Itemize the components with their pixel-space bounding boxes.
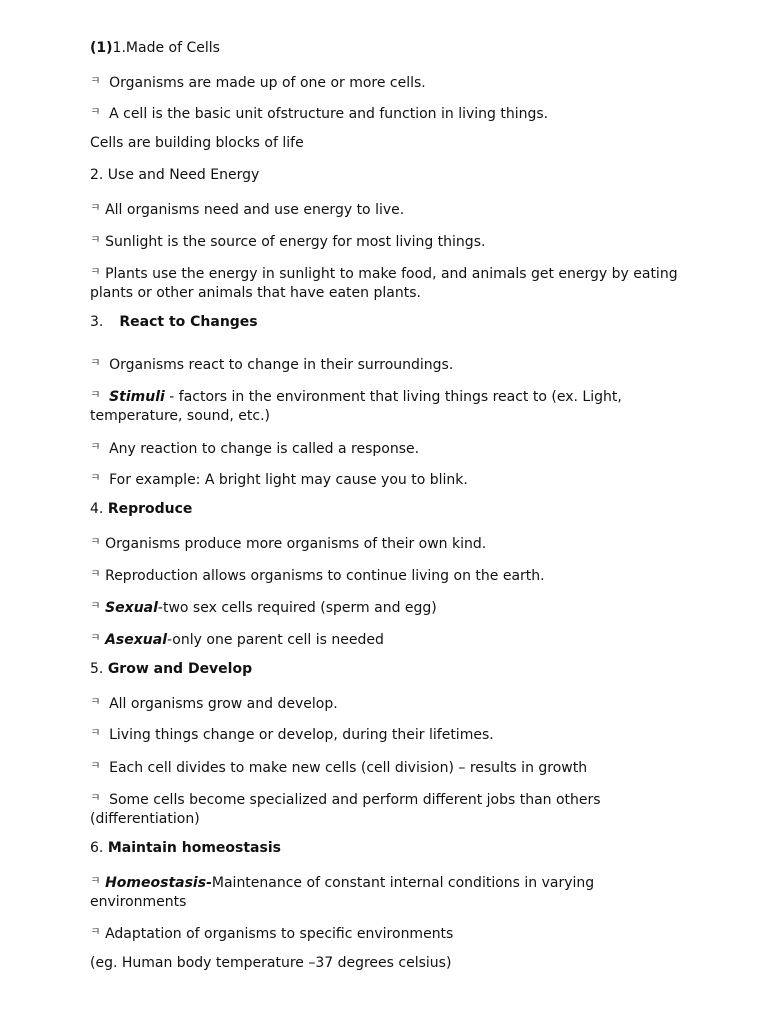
section-6-number: 6. <box>90 840 108 856</box>
section-5-number: 5. <box>90 661 108 677</box>
section-6-heading <box>90 839 690 858</box>
section-4-title: Reproduce <box>107 501 193 517</box>
stimuli-term: Stimuli <box>109 389 165 405</box>
section-3-point-1-text: Organisms react to change in their surroundings. <box>109 357 454 373</box>
bullet-icon: ㅋ <box>90 567 101 580</box>
section-3-point-3 <box>90 437 690 459</box>
section-3-point-1 <box>90 353 690 375</box>
section-5-point-1 <box>90 692 690 714</box>
bullet-icon: ㅋ <box>90 695 101 708</box>
section-5-title: Grow and Develop <box>107 661 253 677</box>
bullet-icon: ㅋ <box>90 535 101 548</box>
bullet-icon: ㅋ <box>90 925 101 938</box>
section-2-point-3-text: Plants use the energy in sunlight to make food, and animals get energy by eating plants or other animals that have eaten plants. <box>90 266 678 301</box>
section-6-title: Maintain homeostasis <box>107 840 281 856</box>
section-3-point-3-text: Any reaction to change is called a response. <box>109 441 420 457</box>
section-5-point-2 <box>90 723 690 745</box>
bullet-icon: ㅋ <box>90 105 101 118</box>
section-4-point-2-text: Reproduction allows organisms to continue living on the earth. <box>105 568 545 584</box>
section-4-point-1 <box>90 532 690 554</box>
bullet-icon: ㅋ <box>90 356 101 369</box>
sexual-term: Sexual <box>105 600 158 616</box>
bullet-icon: ㅋ <box>90 265 101 278</box>
section-4-point-3-text: -two sex cells required (sperm and egg) <box>157 600 437 616</box>
asexual-term: Asexual <box>105 632 167 648</box>
section-2-point-3 <box>90 262 690 303</box>
section-4-number: 4. <box>90 501 108 517</box>
bullet-icon: ㅋ <box>90 791 101 804</box>
section-3-heading <box>90 313 690 332</box>
section-6-point-2-text: Adaptation of organisms to specific environments <box>105 926 454 942</box>
section-6-point-2 <box>90 922 690 944</box>
section-5-point-4-text: Some cells become specialized and perform different jobs than others (differentiation) <box>90 792 601 827</box>
section-5-point-3 <box>90 756 690 778</box>
section-5-point-3-text: Each cell divides to make new cells (cell division) – results in growth <box>109 760 588 776</box>
section-5-heading <box>90 660 690 679</box>
section-3-point-4-text: For example: A bright light may cause you to blink. <box>109 472 468 488</box>
section-1-prefix: (1) <box>90 40 113 56</box>
section-1-point-1 <box>90 71 690 93</box>
section-3-number: 3. <box>90 314 104 330</box>
section-5-point-1-text: All organisms grow and develop. <box>109 696 338 712</box>
section-6-point-1 <box>90 871 690 912</box>
bullet-icon: ㅋ <box>90 874 101 887</box>
bullet-icon: ㅋ <box>90 471 101 484</box>
section-4-point-4 <box>90 628 690 650</box>
section-1-point-3: Cells are building blocks of life <box>90 135 304 151</box>
section-1-point-2 <box>90 102 690 124</box>
section-4-point-2 <box>90 564 690 586</box>
section-2-point-2 <box>90 230 690 252</box>
homeostasis-term: Homeostasis- <box>105 875 212 891</box>
bullet-icon: ㅋ <box>90 726 101 739</box>
section-3-point-2 <box>90 385 690 426</box>
bullet-icon: ㅋ <box>90 599 101 612</box>
section-4-heading <box>90 500 690 519</box>
section-4-point-1-text: Organisms produce more organisms of their own kind. <box>105 536 487 552</box>
section-1-title: 1.Made of Cells <box>112 40 220 56</box>
section-2-point-2-text: Sunlight is the source of energy for most living things. <box>105 234 486 250</box>
section-1-point-1-text: Organisms are made up of one or more cells. <box>109 75 426 91</box>
section-6-point-1-text: Maintenance of constant internal conditions in varying environments <box>90 875 595 910</box>
bullet-icon: ㅋ <box>90 74 101 87</box>
section-3-point-4 <box>90 468 690 490</box>
section-2-heading: 2. Use and Need Energy <box>90 167 260 183</box>
bullet-icon: ㅋ <box>90 631 101 644</box>
section-3-point-2-text: - factors in the environment that living things react to (ex. Light, temperature, sound, etc.) <box>90 389 622 424</box>
bullet-icon: ㅋ <box>90 388 101 401</box>
bullet-icon: ㅋ <box>90 759 101 772</box>
section-5-point-4 <box>90 788 690 829</box>
bullet-icon: ㅋ <box>90 440 101 453</box>
section-4-point-3 <box>90 596 690 618</box>
section-1-heading <box>90 39 690 58</box>
section-1-point-2-text: A cell is the basic unit ofstructure and function in living things. <box>109 106 549 122</box>
bullet-icon: ㅋ <box>90 201 101 214</box>
section-2-point-1-text: All organisms need and use energy to live. <box>105 202 405 218</box>
section-3-title: React to Changes <box>119 314 258 330</box>
section-4-point-4-text: -only one parent cell is needed <box>167 632 384 648</box>
section-5-point-2-text: Living things change or develop, during their lifetimes. <box>109 727 494 743</box>
section-6-point-3: (eg. Human body temperature –37 degrees celsius) <box>90 955 452 971</box>
section-2-point-1 <box>90 198 690 220</box>
bullet-icon: ㅋ <box>90 233 101 246</box>
